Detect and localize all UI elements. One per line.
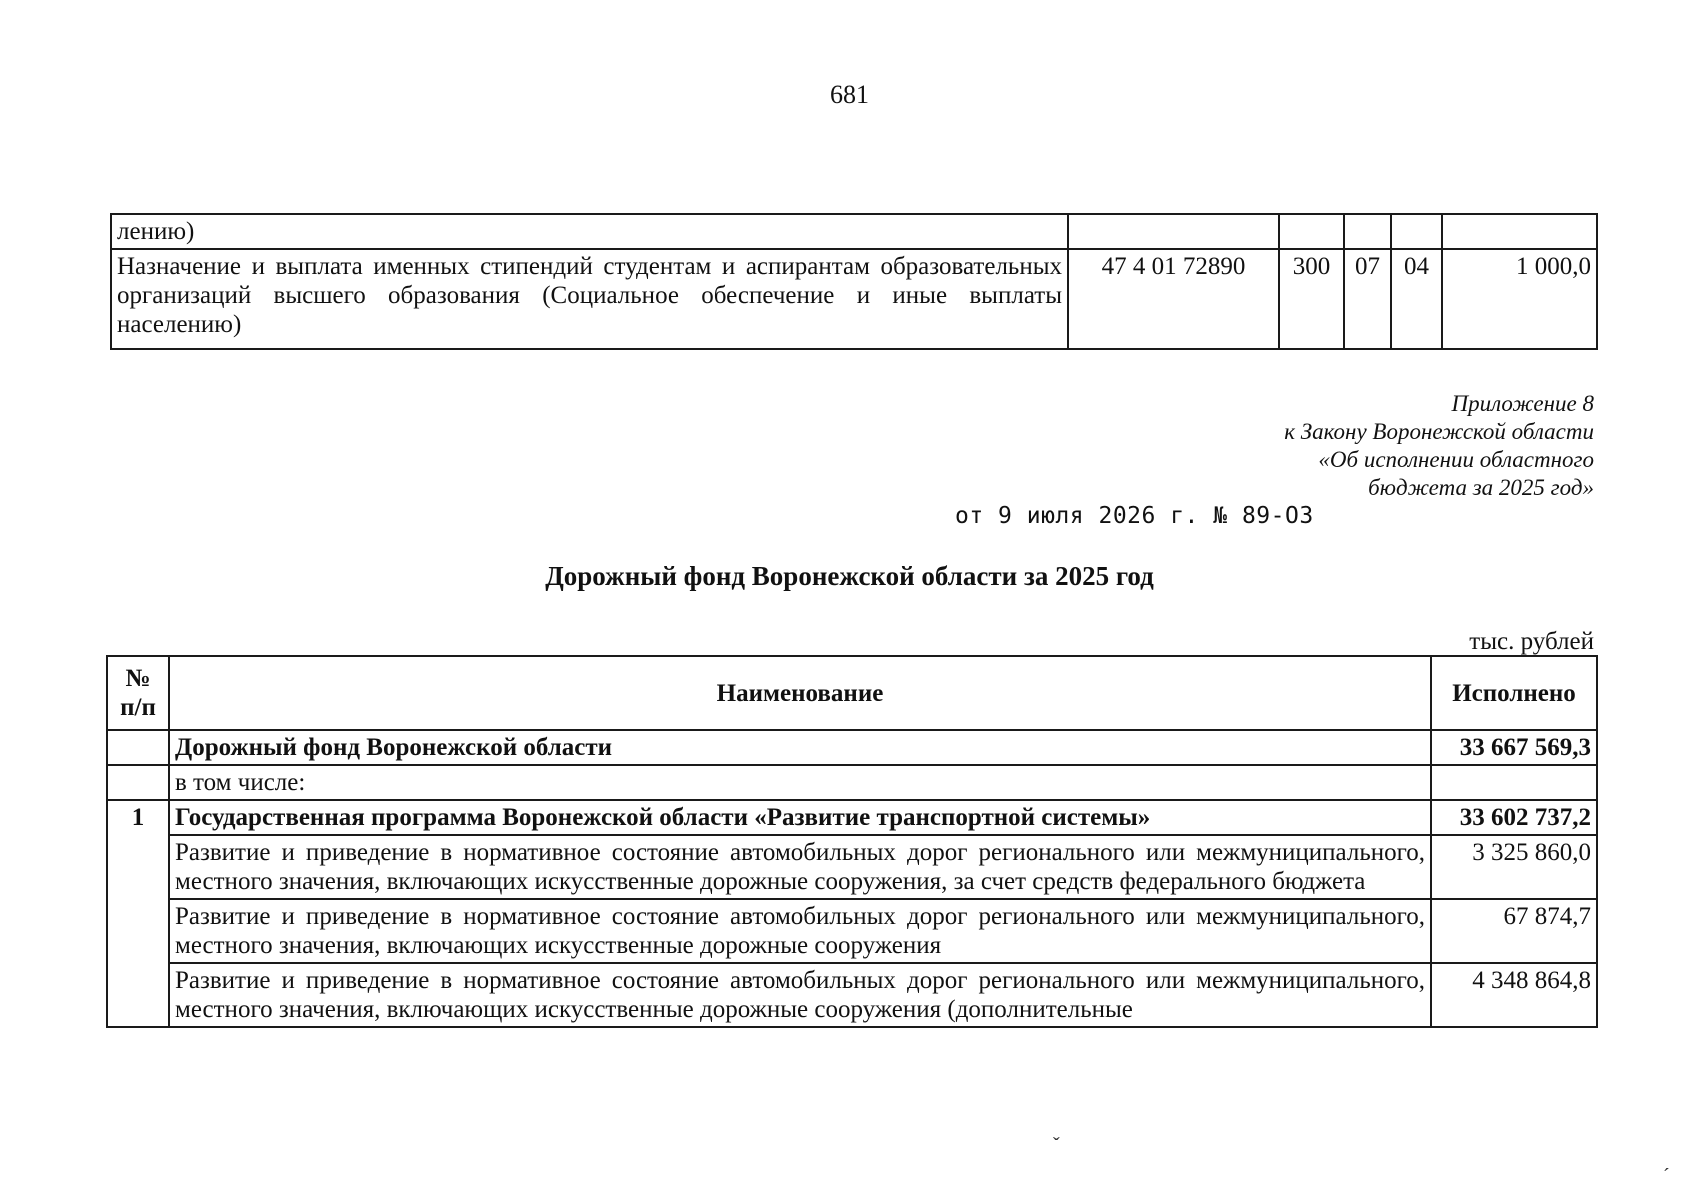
row-amount: 4 348 864,8 bbox=[1431, 963, 1597, 1027]
row-rz: 07 bbox=[1344, 249, 1391, 349]
row-code: 47 4 01 72890 bbox=[1068, 249, 1279, 349]
page-number: 681 bbox=[830, 80, 869, 109]
appendix-line: к Закону Воронежской области bbox=[1284, 419, 1594, 444]
table-row-program bbox=[107, 800, 1597, 835]
appendix-line: Приложение 8 bbox=[1451, 391, 1594, 416]
row-vr bbox=[1279, 214, 1344, 249]
appendix-line: «Об исполнении областного bbox=[1318, 447, 1594, 472]
road-fund-table bbox=[106, 655, 1598, 1028]
row-name: Развитие и приведение в нормативное состояние автомобильных дорог регионального или межмуниципального, местного значения, включающих искусственные дорожные сооружения bbox=[169, 899, 1431, 963]
row-amount: 3 325 860,0 bbox=[1431, 835, 1597, 899]
row-num bbox=[107, 730, 169, 765]
table-row-total bbox=[107, 730, 1597, 765]
row-name: Развитие и приведение в нормативное состояние автомобильных дорог регионального или межмуниципального, местного значения, включающих искусственные дорожные сооружения, за счет средств федерального бюджета bbox=[169, 835, 1431, 899]
row-num bbox=[107, 765, 169, 800]
row-rz bbox=[1344, 214, 1391, 249]
row-vr: 300 bbox=[1279, 249, 1344, 349]
table-row bbox=[107, 963, 1597, 1027]
row-name: Развитие и приведение в нормативное состояние автомобильных дорог регионального или межмуниципального, местного значения, включающих искусственные дорожные сооружения (дополнительные bbox=[169, 963, 1431, 1027]
table-row bbox=[111, 249, 1597, 349]
row-num: 1 bbox=[107, 800, 169, 1027]
table-row bbox=[111, 214, 1597, 249]
row-amount: 1 000,0 bbox=[1442, 249, 1597, 349]
row-name: в том числе: bbox=[169, 765, 1431, 800]
scan-mark-icon: ˇ bbox=[1053, 1134, 1060, 1156]
row-amount: 67 874,7 bbox=[1431, 899, 1597, 963]
table-row bbox=[107, 835, 1597, 899]
appendix-line: бюджета за 2025 год» bbox=[1368, 475, 1594, 500]
row-amount bbox=[1431, 765, 1597, 800]
table-row bbox=[107, 899, 1597, 963]
row-name: Дорожный фонд Воронежской области bbox=[169, 730, 1431, 765]
scan-mark-icon: ˊ bbox=[1663, 1165, 1670, 1187]
table-header-row bbox=[107, 656, 1597, 730]
table-row-including bbox=[107, 765, 1597, 800]
units-label: тыс. рублей bbox=[1469, 628, 1594, 655]
row-name: Государственная программа Воронежской области «Развитие транспортной системы» bbox=[169, 800, 1431, 835]
law-date-stamp: от 9 июля 2026 г. № 89-ОЗ bbox=[955, 503, 1314, 529]
top-budget-table bbox=[110, 213, 1598, 350]
header-name: Наименование bbox=[169, 656, 1431, 730]
header-amount: Исполнено bbox=[1431, 656, 1597, 730]
row-code bbox=[1068, 214, 1279, 249]
row-amount bbox=[1442, 214, 1597, 249]
row-pr: 04 bbox=[1391, 249, 1442, 349]
appendix-block bbox=[994, 390, 1594, 502]
row-name: Назначение и выплата именных стипендий студентам и аспирантам образовательных организаций высшего образования (Социальное обеспечение и иные выплаты населению) bbox=[111, 249, 1068, 349]
header-num: № п/п bbox=[107, 656, 169, 730]
row-amount: 33 602 737,2 bbox=[1431, 800, 1597, 835]
row-pr bbox=[1391, 214, 1442, 249]
row-amount: 33 667 569,3 bbox=[1431, 730, 1597, 765]
row-name: лению) bbox=[111, 214, 1068, 249]
document-title: Дорожный фонд Воронежской области за 2025 год bbox=[545, 561, 1154, 591]
